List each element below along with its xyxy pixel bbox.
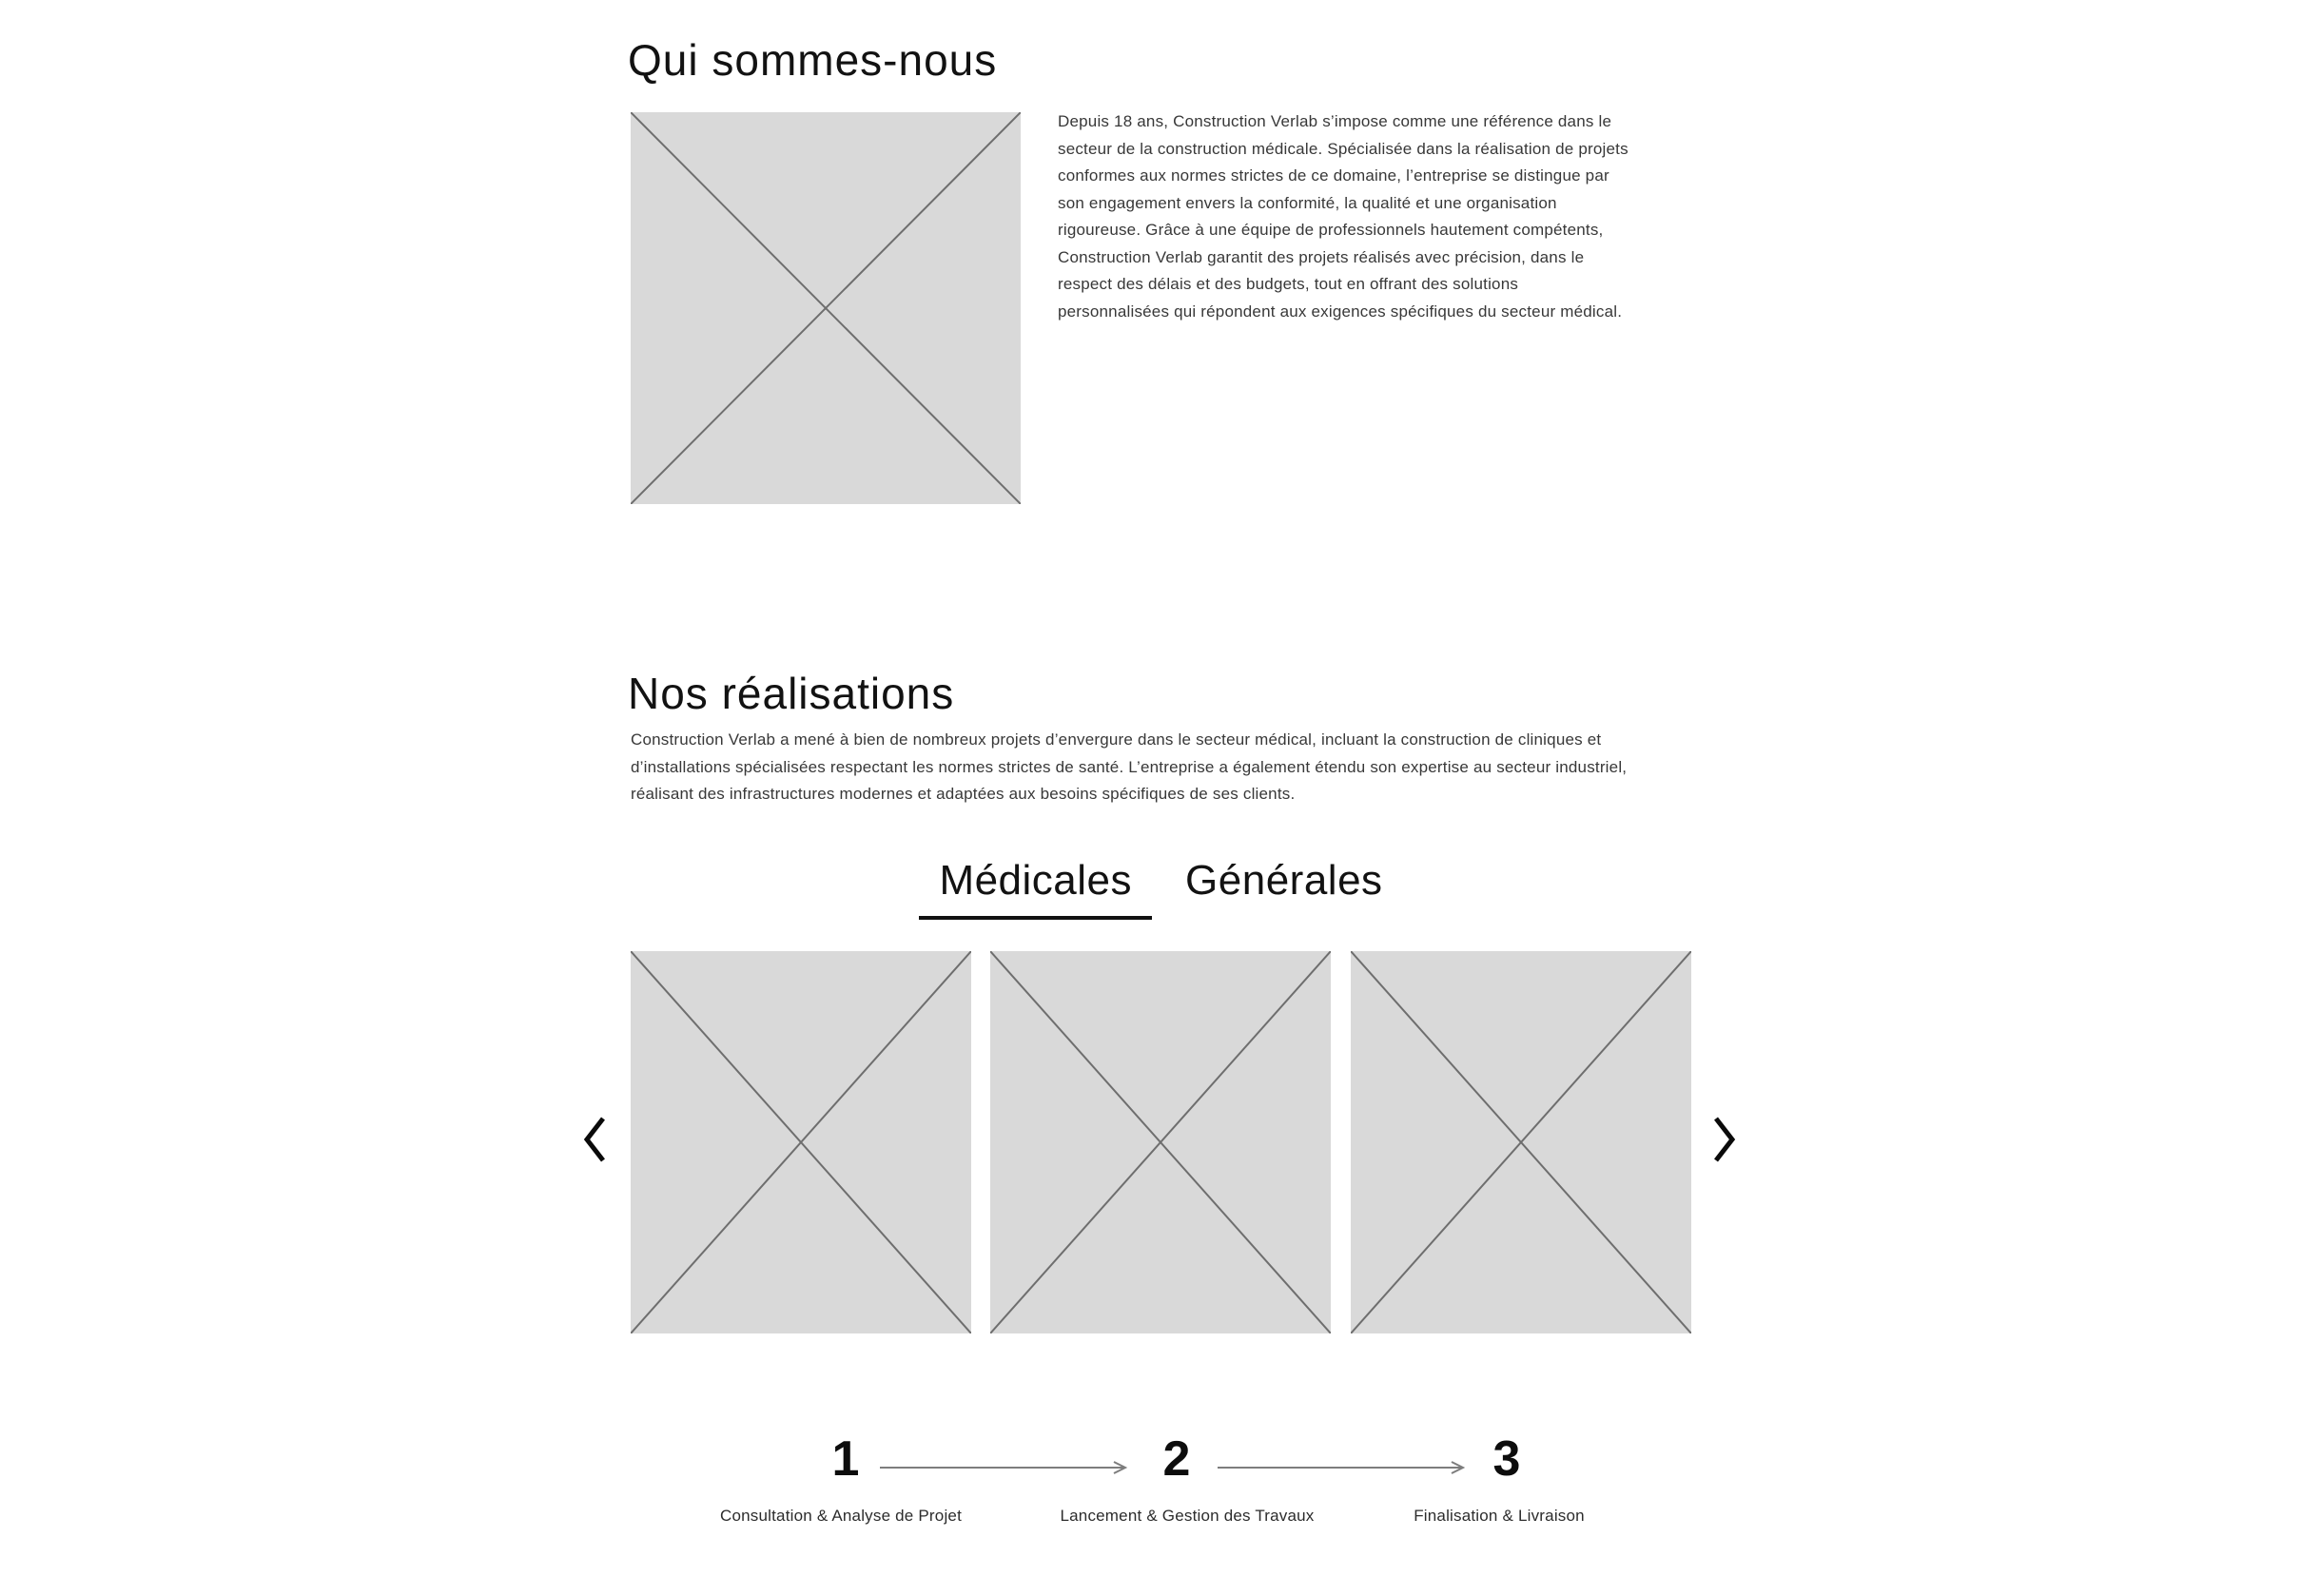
step-2-number: 2: [1162, 1431, 1191, 1487]
tab-medicales[interactable]: Médicales: [919, 856, 1152, 920]
chevron-right-icon: [1713, 1115, 1736, 1164]
step-2-label: Lancement & Gestion des Travaux: [1060, 1507, 1315, 1525]
carousel-next-button[interactable]: [1705, 1109, 1745, 1170]
about-title: Qui sommes-nous: [628, 35, 998, 85]
category-tabs: [631, 856, 1691, 920]
realisations-title: Nos réalisations: [628, 669, 955, 718]
realisations-paragraph: Construction Verlab a mené à bien de nombreux projets d’envergure dans le secteur médical, incluant la construction de cliniques et d’installations spécialisées respectant les normes strictes de santé. L’entreprise a également étendu son expertise au secteur industriel, réalisant des infrastructures modernes et adaptées aux besoins spécifiques de ses clients.: [631, 730, 1628, 803]
step-3-number: 3: [1492, 1431, 1521, 1487]
step-arrow-icon: [1218, 1461, 1467, 1474]
step-arrow-icon: [880, 1461, 1129, 1474]
step-1-label: Consultation & Analyse de Projet: [720, 1507, 962, 1525]
carousel-slide-3-placeholder: [1351, 951, 1691, 1333]
carousel-slide-1-placeholder: [631, 951, 971, 1333]
step-3-label: Finalisation & Livraison: [1414, 1507, 1585, 1525]
chevron-left-icon: [583, 1115, 606, 1164]
step-1-number: 1: [831, 1431, 860, 1487]
carousel-prev-button[interactable]: [575, 1109, 614, 1170]
about-image-placeholder: [631, 112, 1021, 504]
tab-generales[interactable]: Générales: [1165, 856, 1403, 916]
about-paragraph: Depuis 18 ans, Construction Verlab s’impose comme une référence dans le secteur de la construction médicale. Spécialisée dans la réalisation de projets conformes aux normes strictes de ce domaine, l’entreprise se distingue par son engagement envers la conformité, la qualité et une organisation rigoureuse. Grâce à une équipe de professionnels hautement compétents, Construction Verlab garantit des projets réalisés avec précision, dans le respect des délais et des budgets, tout en offrant des solutions personnalisées qui répondent aux exigences spécifiques du secteur médical.: [1058, 112, 1629, 321]
carousel-slide-2-placeholder: [990, 951, 1331, 1333]
